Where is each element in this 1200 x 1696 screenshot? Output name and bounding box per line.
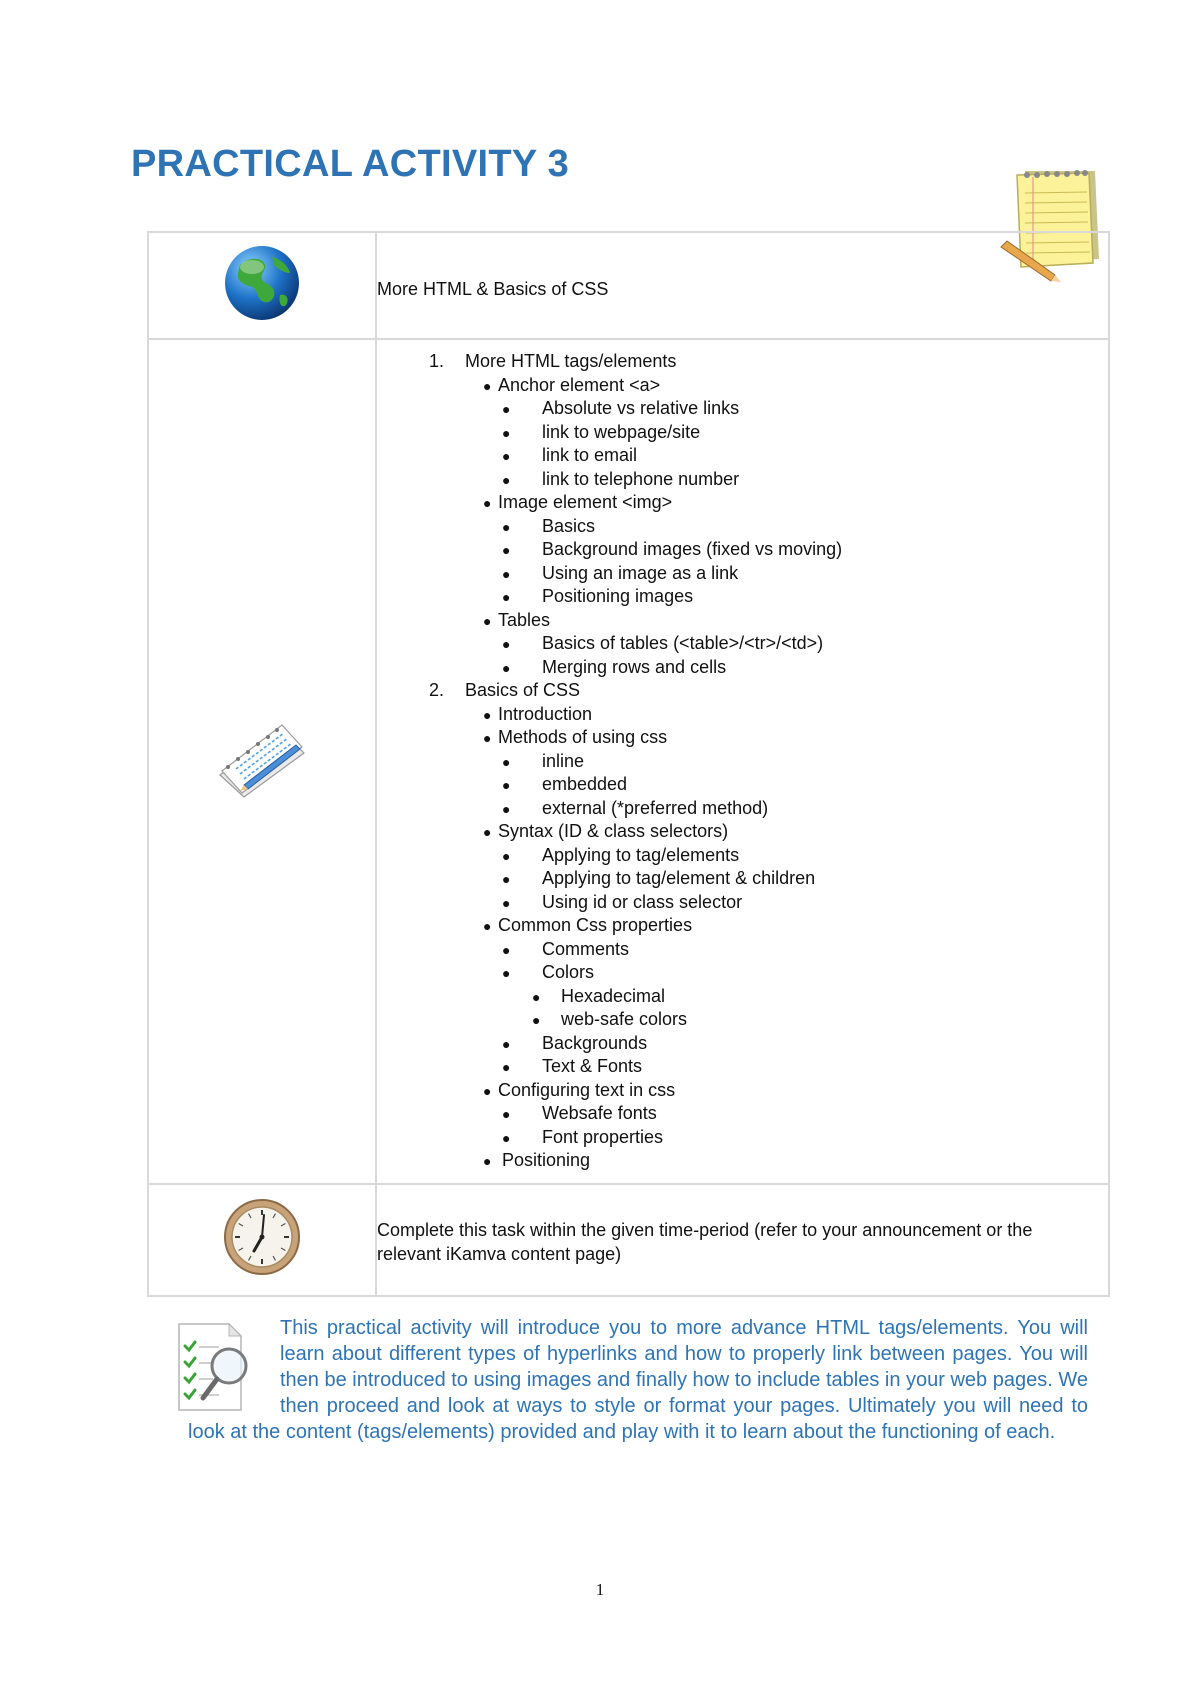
bullet-icon: ● [502,542,511,558]
outline-item [377,538,1108,562]
bullet-icon: ● [502,448,511,464]
bullet-icon: ● [502,565,511,582]
outline-item [377,1079,1108,1103]
bullet-icon: ● [502,847,511,864]
outline-item [377,985,1108,1009]
outline-cell [376,339,1109,1184]
outline-item [377,468,1108,492]
outline-item [377,797,1108,821]
outline-item [377,867,1108,891]
bullet-icon: ● [502,518,511,535]
bullet-icon: ● [502,401,511,417]
outline-item [377,515,1108,539]
bullet-icon: ● [532,1012,541,1028]
outline-item [377,444,1108,468]
topic-text: More HTML & Basics of CSS [377,278,609,299]
time-note: Complete this task within the given time-period (refer to your announcement or the relevant iKamva content page) [377,1220,1033,1264]
bullet-icon: ● [502,871,511,887]
bullet-icon: ● [502,1129,511,1146]
outline-item [377,421,1108,445]
bullet-icon: ● [502,471,511,488]
bullet-icon: ● [483,377,492,394]
outline-item-text: Basics of tables (<table>/<tr>/<td>) [542,633,824,653]
time-row [148,1184,1109,1296]
outline-item [377,656,1108,680]
page-title: PRACTICAL ACTIVITY 3 [131,143,570,185]
outline-item [377,1149,1108,1173]
bullet-icon: ● [532,988,541,1005]
outline-item [377,726,1108,750]
outline-item-text: Using id or class selector [542,891,743,912]
bullet-icon: ● [502,1059,511,1075]
outline-item-text: Comments [542,938,630,959]
outline-item-text: Websafe fonts [542,1103,657,1123]
outline-item-text: Introduction [498,703,593,724]
outline-item [377,585,1108,609]
outline-item [377,1102,1108,1126]
outline-item [377,562,1108,586]
bullet-icon: ● [502,894,511,911]
outline-item [377,820,1108,844]
outline-item-text: external (*preferred method) [542,797,769,818]
outline-item-text: web-safe colors [561,1009,688,1029]
outline-item [377,397,1108,421]
outline-item-text: link to webpage/site [542,421,701,442]
outline-item-text: Basics of CSS [465,680,581,700]
outline-item-text: Basics [542,515,596,536]
bullet-icon: ● [502,1035,511,1052]
outline-item [377,350,1108,374]
outline-item-text: Text & Fonts [542,1056,643,1076]
intro-paragraph [188,1315,1088,1445]
bullet-icon: ● [502,636,511,652]
outline-icon-cell [148,339,376,1184]
outline-item-text: Merging rows and cells [542,656,727,677]
outline-item-text: Tables [498,609,551,630]
topic-icon-cell [148,232,376,339]
page-number: 1 [595,1580,605,1599]
outline-item-text: Backgrounds [542,1032,648,1053]
outline-item-text: link to telephone number [542,468,740,489]
outline-item-text: Configuring text in css [498,1079,676,1100]
outline-item [377,632,1108,656]
outline-number: 1. [429,351,445,371]
outline-item-text: More HTML tags/elements [465,351,677,371]
outline-item [377,891,1108,915]
time-icon-cell [148,1184,376,1296]
bullet-icon: ● [502,424,511,441]
outline-row [148,339,1109,1184]
outline-item [377,914,1108,938]
outline-item [377,1008,1108,1032]
bullet-icon: ● [502,753,511,770]
activity-table [147,231,1110,1297]
outline-item-text: Syntax (ID & class selectors) [498,821,729,841]
bullet-icon: ● [483,495,492,511]
bullet-icon: ● [502,965,511,981]
bullet-icon: ● [483,612,492,629]
outline-item [377,961,1108,985]
topic-row [148,232,1109,339]
bullet-icon: ● [502,589,511,605]
outline-item-text: link to email [542,445,638,465]
clock-icon [222,1197,302,1277]
outline-item-text: Hexadecimal [561,985,666,1006]
bullet-icon: ● [483,1153,492,1169]
globe-icon [222,243,302,323]
outline-item-text: embedded [542,774,628,794]
outline-item-text: Applying to tag/elements [542,844,740,865]
outline-item [377,773,1108,797]
outline-item [377,750,1108,774]
outline-item-text: Absolute vs relative links [542,398,740,418]
bullet-icon: ● [502,941,511,958]
bullet-icon: ● [502,777,511,793]
bullet-icon: ● [483,730,492,746]
time-cell [376,1184,1109,1296]
outline-item-text: Applying to tag/element & children [542,868,816,888]
topic-cell [376,232,1109,339]
outline-item [377,1055,1108,1079]
outline-item [377,1126,1108,1150]
outline-item-text: Common Css properties [498,915,693,935]
outline-item [377,609,1108,633]
bullet-icon: ● [483,918,492,934]
bullet-icon: ● [483,1082,492,1099]
bullet-icon: ● [483,824,492,840]
outline-item-text: Using an image as a link [542,562,739,583]
outline-item [377,844,1108,868]
outline-item-text: Image element <img> [498,492,673,512]
outline-list [377,340,1108,1183]
intro-text: This practical activity will introduce you to more advance HTML tags/elements. You will learn about different types of hyperlinks and how to properly link between pages. You will then be introduced to using images and finally how to include tables in your web pages. We then proceed and look at ways to style or format your pages. Ultimately you will need to look at the content (tags/elements) provided and play with it to learn about the functioning of each. [188,1317,1088,1443]
bullet-icon: ● [502,1106,511,1122]
outline-item-text: Background images (fixed vs moving) [542,539,843,559]
outline-item-text: Colors [542,962,595,982]
outline-item-text: Positioning images [542,586,694,606]
outline-item [377,679,1108,703]
outline-item [377,374,1108,398]
bullet-icon: ● [502,659,511,676]
outline-item-text: Methods of using css [498,727,668,747]
outline-item-text: Anchor element <a> [498,374,661,395]
outline-item-text: inline [542,750,585,771]
bullet-icon: ● [502,800,511,817]
outline-item [377,491,1108,515]
outline-item [377,703,1108,727]
notes-icon [214,719,310,799]
outline-item [377,1032,1108,1056]
bullet-icon: ● [483,706,492,723]
outline-number: 2. [429,680,445,700]
outline-item [377,938,1108,962]
outline-item-text: Positioning [502,1150,591,1170]
outline-item-text: Font properties [542,1126,664,1147]
